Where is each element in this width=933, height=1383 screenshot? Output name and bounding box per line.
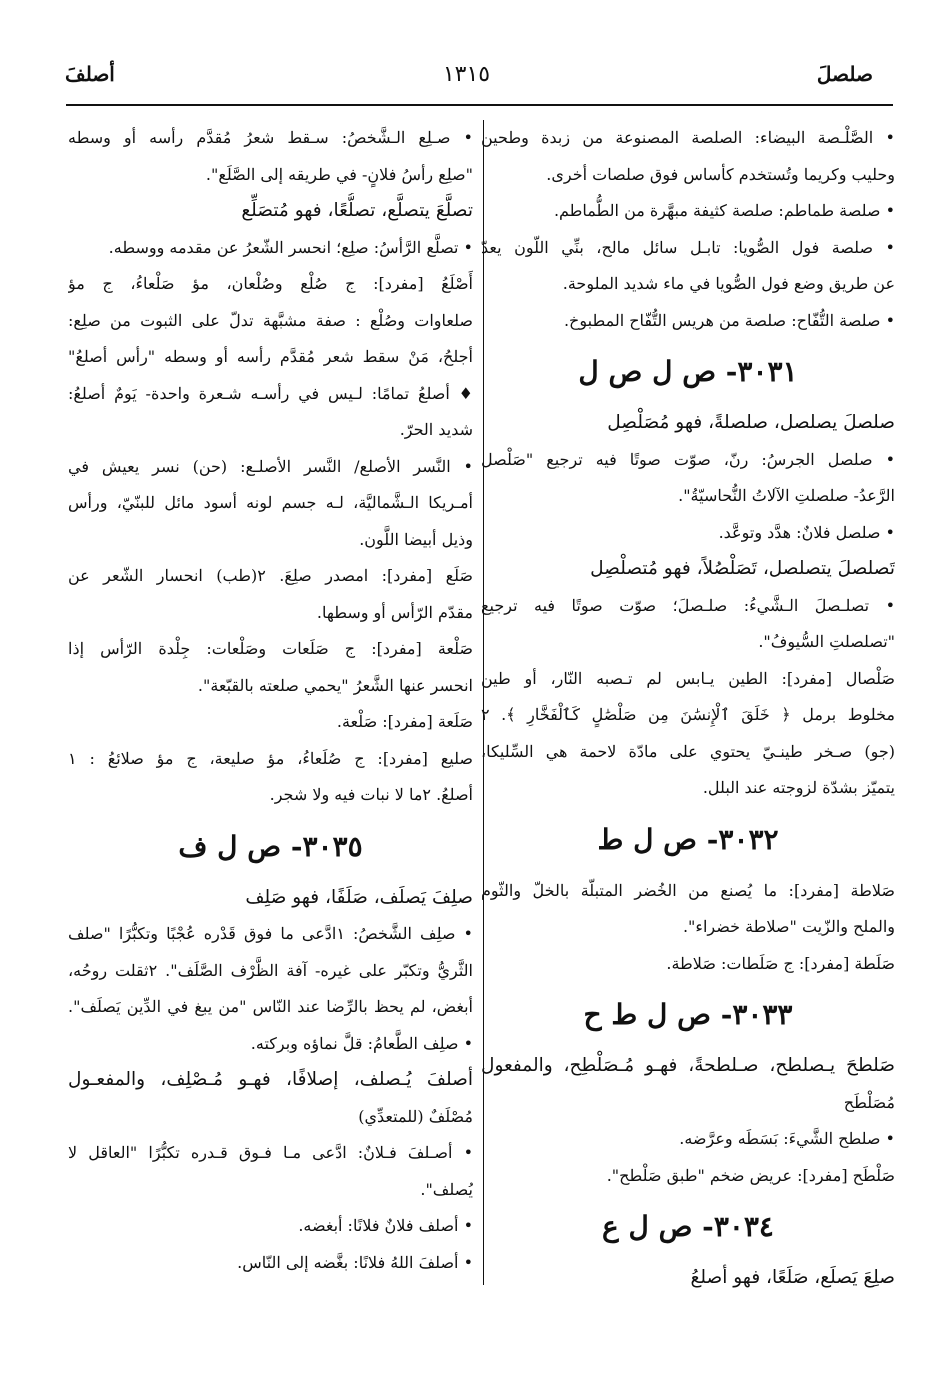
text-line: • صلصل فلانٌ: هدَّد وتوعَّد. xyxy=(718,522,895,542)
text-line: أجلحُ، مَنْ سقط شعر مُقدَّم رأسه أو وسطه "رأس أصلعُ" xyxy=(68,347,473,366)
verb-headword-line: صلِفَ يَصلَف، صَلَفًا، فهو صَلِف xyxy=(245,886,473,908)
page-number: ١٣١٥ xyxy=(442,62,491,87)
text-line: يتميّز بشدّة لزوجته عند البلل. xyxy=(702,778,895,797)
text-line: أبغض، لم يحظ بالرِّضا عند النّاس "من يبغ في الدِّين يَصلَف". xyxy=(68,997,473,1016)
text-line: أمـريكا الـشَّماليَّة، لـه جسم لونه أسود مائل للبنّيّ، ورأس xyxy=(68,493,473,512)
text-line: مُصْلَفٌ (للمتعدِّي) xyxy=(358,1106,473,1126)
text-line: • أصلفَ اللهُ فلانًا: بغَّضه إلى النّاس. xyxy=(237,1252,473,1272)
text-line: أصلعُ. ٢ما لا نبات فيه ولا شجر. xyxy=(269,785,473,804)
text-line: صلعاوات وصُلْع : صفة مشبَّهة تدلّ على الثبوت من صلِع: xyxy=(68,310,473,330)
text-line: صَلَطة [مفرد]: ج صَلَطات: صَلاطة. xyxy=(666,953,895,973)
header-rule xyxy=(66,104,893,106)
header-entry-left: أصلفَ xyxy=(65,62,115,86)
verb-headword-line: صَلطحَ يـصلطح، صـلطحةً، فهـو مُـصَلْطِح، والمفعول xyxy=(481,1055,895,1076)
text-line: أَصْلَعُ [مفرد]: ج صُلْع وصُلْعان، مؤ صَلْعاءُ، ج مؤ xyxy=(68,274,473,293)
text-line: مقدّم الرّأس أو وسطها. xyxy=(316,602,473,622)
text-line: • صلِف الطَّعامُ: قلَّ نماؤه وبركته. xyxy=(250,1033,473,1053)
text-line: صَلَعة [مفرد]: صَلْعة. xyxy=(336,712,473,731)
left-column xyxy=(68,120,473,1300)
text-line: • أصـلفَ فـلانٌ: ادَّعى مـا فـوق قـدره تكبُّرًا "العاقل لا xyxy=(68,1143,473,1162)
text-line: • الصَّلْـصة البيضاء: الصلصة المصنوعة من زبدة وطحين xyxy=(481,128,895,147)
text-line: صَلْطَح [مفرد]: عريض ضخم "طبق صَلْطح". xyxy=(606,1165,895,1185)
text-line: • النَّسر الأصلع/ النَّسر الأصلـع: (حن) نسر يعيش في xyxy=(68,456,473,476)
text-line: الثَّريُّ وتكبّر على غيره- آفة الظَّرْف الصَّلَف". ٢ثقلت روحُه، xyxy=(68,960,473,980)
text-line: • أصلف فلانٌ فلانًا: أبغضه. xyxy=(298,1216,473,1235)
text-line: صليع [مفرد]: ج صُلَعاءُ، مؤ صليعة، ج مؤ صلائعُ : ١ xyxy=(68,748,473,768)
text-line: • صـلِع الـشَّخصُ: سـقط شعرُ مُقدَّم رأسه أو وسطه xyxy=(68,128,473,147)
root-heading: ٣٠٣١- ص ل ص ل xyxy=(578,355,798,388)
text-line: والملح والزّيت "صلاطة خضراء". xyxy=(682,917,895,936)
text-line: • تصلَّع الرَّأسُ: صلِع؛ انحسر الشّعرُ عن مقدمه ووسطه. xyxy=(108,237,473,257)
text-line: صَلاطة [مفرد]: ما يُصنع من الخُضر المتبلّة بالخلّ والثّوم xyxy=(481,880,895,900)
root-heading: ٣٠٣٢- ص ل ط xyxy=(597,822,779,856)
text-line: عن طريق وضع فول الصُّويا في ماء شديد الملوحة. xyxy=(562,274,895,293)
text-line: يُصلف". xyxy=(420,1179,473,1199)
text-line: شديد الحرّ. xyxy=(399,420,473,439)
root-heading: ٣٠٣٥- ص ل ف xyxy=(178,829,363,863)
text-line: "تصلصلتِ السُّيوفُ". xyxy=(758,632,895,651)
text-line: صَلْصال [مفرد]: الطين يـابس لم تـصبه النّار، أو طين xyxy=(481,668,895,688)
text-line: "صلِع رأسُ فلانٍ- في طريقه إلى الصَّلَع". xyxy=(205,164,473,184)
text-line: • صلصة التُّفّاح: صلصة من هريس التُّفّاح المطبوخ. xyxy=(563,310,895,330)
text-line: مُصَلْطَح xyxy=(843,1092,895,1112)
text-line: الرَّعدُ- صلصلتِ الآلاتُ النُّحاسيّةُ". xyxy=(678,486,895,505)
text-line: (جو) صـخر طينـيّ يحتوي على مادّة لاحمة هي السِّليكا، xyxy=(481,741,895,761)
verb-headword-line: تَصلصلَ يتصلصل، تَصَلْصُلاً، فهو مُتصلْصِل xyxy=(590,558,895,579)
verb-headword-line: صلصلَ يصلصل، صلصلةً، فهو مُصَلْصِل xyxy=(607,412,895,433)
text-line: انحسر عنها الشَّعرُ "يحمي صلعته بالقبّعة". xyxy=(197,675,473,695)
text-line: وحليب وكريما وتُستخدم كأساس فوق صلصات أخرى. xyxy=(546,164,895,184)
text-line: • صلصة طماطم: صلصة كثيفة مبهَّرة من الطُّماطم. xyxy=(553,201,895,220)
text-line: • صلِف الشَّخصُ: ١ادَّعى ما فوق قَدْره عُجْبًا وتكبُّرًا "صلف xyxy=(68,924,473,943)
right-column xyxy=(481,120,895,1300)
text-line: صَلَع [مفرد]: امصدر صلِعَ. ٢(طب) انحسار الشّعر عن xyxy=(68,566,473,585)
root-heading: ٣٠٣٣- ص ل ط ح xyxy=(583,998,793,1031)
text-line: مخلوط برمل ﴿ خَلَقَ ٱلْإِنسَٰنَ مِن صَلْصَٰلٍ كَٱلْفَخَّارِ ﴾. ٢ xyxy=(481,705,895,724)
text-line: • صلصة فول الصُّويا: تابـل سائل مالح، بنِّي اللّون يعدّ xyxy=(481,237,895,257)
verb-headword-line: أصلفَ يُـصلف، إصلافًا، فهـو مُـصْلِف، والمفعـول xyxy=(68,1069,473,1090)
text-line: • صلصل الجرسُ: رنّ، صوّت صوتًا فيه ترجيع "صَلْصل xyxy=(481,449,895,469)
text-line: وذيل أبيضا اللَّون. xyxy=(359,529,473,549)
text-line: ♦ أصلعُ تمامًا: لـيس في رأسـه شـعرة واحدة- يَومٌ أصلعُ: xyxy=(68,383,473,403)
verb-headword-line: تصلَّعَ يتصلَّع، تصلُّعًا، فهو مُتصَلِّع xyxy=(241,200,473,221)
verb-headword-line: صلِعَ يَصلَع، صَلَعًا، فهو أصلعُ xyxy=(690,1267,895,1288)
text-line: صَلْعة [مفرد]: ج صَلَعات وصَلْعات: جِلْدة الرّأس إذا xyxy=(68,639,473,658)
text-line: • تصلـصلَ الـشَّيءُ: صلـصلَ؛ صوّت صوتًا فيه ترجيع xyxy=(481,595,895,615)
header-entry-right: صلصلَ xyxy=(816,62,873,86)
text-line: • صلطح الشَّيءَ: بَسَطَه وعرَّضه. xyxy=(679,1129,895,1148)
root-heading: ٣٠٣٤- ص ل ع xyxy=(602,1210,774,1243)
